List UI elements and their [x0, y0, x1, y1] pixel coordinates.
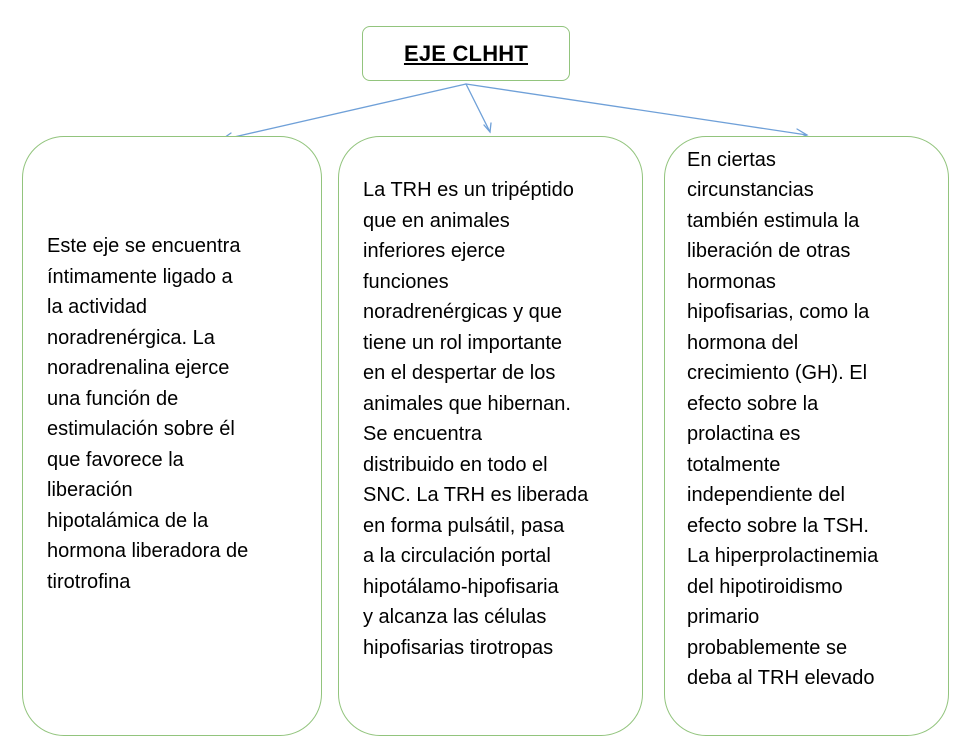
left-box [22, 136, 322, 736]
right-box [664, 136, 949, 736]
middle-box [338, 136, 643, 736]
right-box-text: En ciertas circunstancias también estimula la liberación de otras hormonas hipofisarias, como la hormona del crecimiento (GH). El efecto sobre la prolactina es totalmente independiente del efecto sobre la TSH. La hiperprolactinemia del hipotiroidismo primario probablemente se deba al TRH elevado [687, 148, 879, 689]
left-box-text: Este eje se encuentra íntimamente ligado a la actividad noradrenérgica. La noradrenalina ejerce una función de estimulación sobre él que favorece la liberación hipotalámica de la hormona liberadora de tirotrofina [47, 235, 249, 593]
arrow-to-right-box [466, 84, 807, 135]
title-box [362, 26, 570, 81]
arrow-to-middle-box [466, 84, 490, 132]
diagram-title: EJE CLHHT [403, 40, 529, 66]
arrow-to-left-box [221, 84, 466, 140]
arrowhead-middle [484, 123, 491, 132]
middle-box-text: La TRH es un tripéptido que en animales inferiores ejerce funciones noradrenérgicas y que tiene un rol importante en el despertar de los animales que hibernan. Se encuentra distribuido en todo el SNC. La TRH es liberada en forma pulsátil, pasa a la circulación portal hipotálamo-hipofisaria y alcanza las células hipofisarias tirotropas [363, 179, 589, 659]
